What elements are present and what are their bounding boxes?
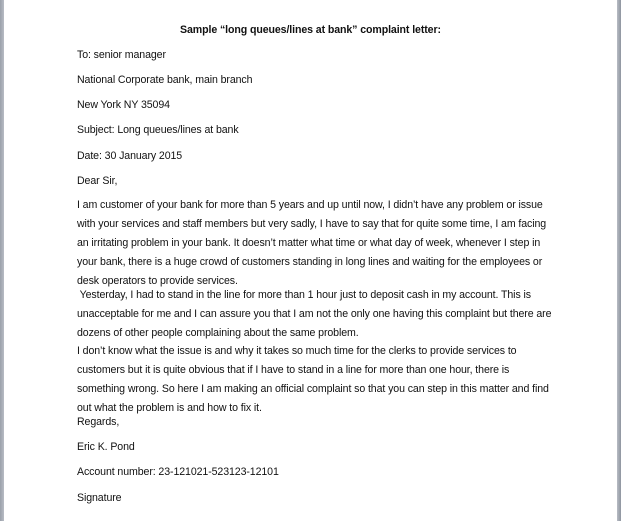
account-number: Account number: 23-121021-523123-12101: [77, 466, 279, 478]
address-line: New York NY 35094: [77, 99, 170, 111]
paragraph-1: [77, 196, 572, 291]
bank-line: National Corporate bank, main branch: [77, 74, 253, 86]
paragraph-line: out what the problem is and how to fix it.: [77, 402, 262, 414]
signature: Signature: [77, 492, 122, 504]
paragraph-line: an irritating problem in your bank. It doesn’t matter what time or what day of week, whenever I step in: [77, 237, 541, 249]
paragraph-line: dozens of other people complaining about the same problem.: [77, 327, 359, 339]
paragraph-line: your bank, there is a huge crowd of customers standing in long lines and waiting for the employees or: [77, 256, 543, 268]
paragraph-3: [77, 342, 572, 418]
paragraph-line: I don’t know what the issue is and why it takes so much time for the clerks to provide services to: [77, 345, 517, 357]
paragraph-line: Yesterday, I had to stand in the line for more than 1 hour just to deposit cash in my account. This is: [77, 289, 531, 301]
closing: Regards,: [77, 416, 120, 428]
paragraph-2: [77, 286, 572, 343]
window-border-left: [0, 0, 4, 521]
sender-name: Eric K. Pond: [77, 441, 135, 453]
salutation: Dear Sir,: [77, 175, 118, 187]
paragraph-line: I am customer of your bank for more than 5 years and up until now, I didn’t have any problem or issue: [77, 199, 543, 211]
paragraph-line: customers but it is quite obvious that if I have to stand in a line for more than one hour, there is: [77, 364, 510, 376]
recipient-line: To: senior manager: [77, 49, 166, 61]
date-line: Date: 30 January 2015: [77, 150, 183, 162]
paragraph-line: with your services and staff members but very sadly, I have to say that for quite some time, I am facing: [77, 218, 547, 230]
paragraph-line: something wrong. So here I am making an official complaint so that you can step in this matter and find: [77, 383, 549, 395]
subject-line: Subject: Long queues/lines at bank: [77, 124, 239, 136]
paragraph-line: desk operators to provide services.: [77, 275, 238, 287]
paragraph-line: unacceptable for me and I can assure you that I am not the only one having this complaint but there are: [77, 308, 552, 320]
letter-title: Sample “long queues/lines at bank” complaint letter:: [180, 24, 441, 36]
window-border-right: [617, 0, 621, 521]
